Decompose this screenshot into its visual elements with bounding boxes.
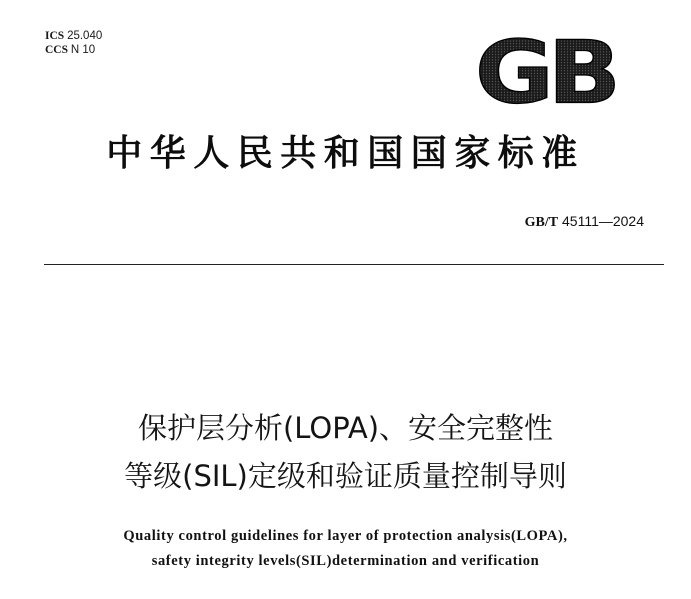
classification-codes <box>45 29 102 57</box>
gb-logo <box>470 28 620 114</box>
chinese-title-line-1: 保护层分析(LOPA)、安全完整性 <box>137 411 554 445</box>
ics-label: ICS <box>45 30 65 42</box>
english-title-line-2: safety integrity levels(SIL)determination and verification <box>151 553 540 569</box>
ccs-label: CCS <box>45 44 69 56</box>
standard-code: 45111—2024 <box>558 213 644 229</box>
gb-logo-text: GB <box>475 28 615 114</box>
ics-code: 25.040 <box>67 30 103 42</box>
standard-prefix: GB/T <box>524 215 559 230</box>
horizontal-rule <box>44 264 664 265</box>
ccs-code-row <box>45 43 102 57</box>
chinese-title-line-2: 等级(SIL)定级和验证质量控制导则 <box>124 459 567 493</box>
ics-code-row <box>45 29 102 43</box>
english-title-line-1: Quality control guidelines for layer of protection analysis(LOPA), <box>123 528 568 544</box>
main-title: 中华人民共和国国家标准 <box>106 133 585 174</box>
standard-number <box>525 212 644 232</box>
ccs-code: N 10 <box>70 44 96 56</box>
